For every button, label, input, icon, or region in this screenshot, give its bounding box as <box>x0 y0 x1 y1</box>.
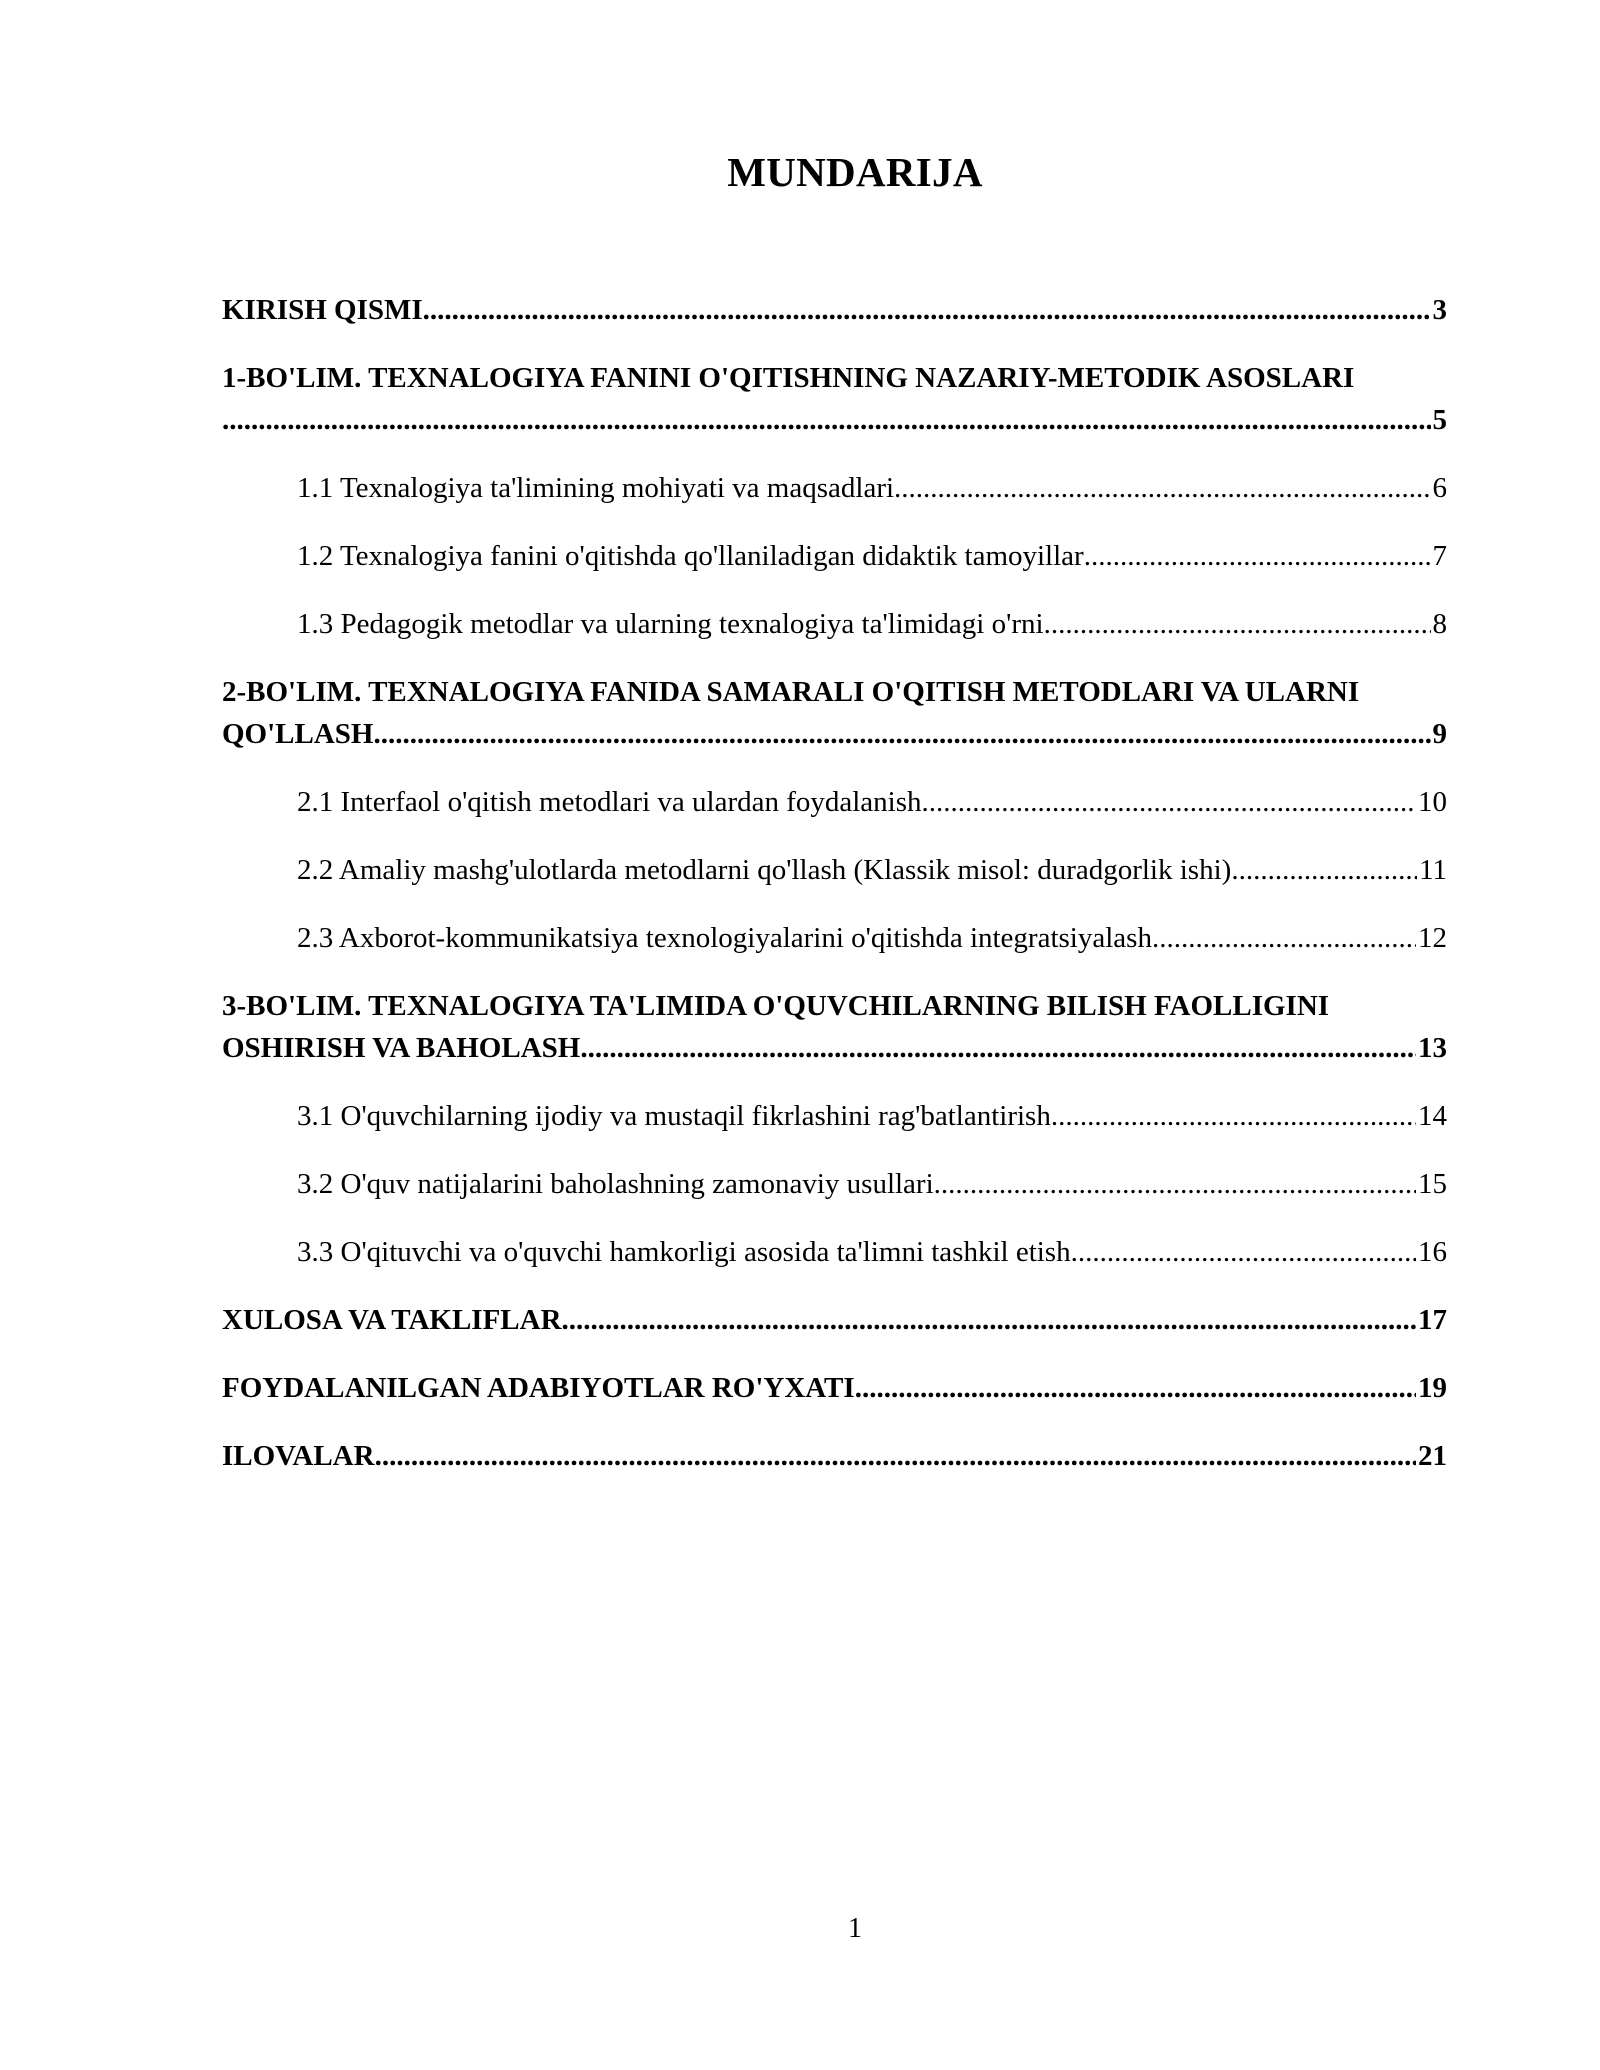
toc-entry-text: 2.3 Axborot-kommunikatsiya texnologiyalarini o'qitishda integratsiyalash <box>297 922 1152 954</box>
toc-entry-page: 10 <box>1418 786 1447 818</box>
dot-leader <box>423 289 1431 331</box>
dot-leader <box>1071 1231 1416 1273</box>
toc-entry-page: 6 <box>1432 472 1447 504</box>
toc-entry-page: 17 <box>1418 1304 1447 1336</box>
dot-leader <box>1231 849 1417 891</box>
toc-entry-text-line1: 3-BO'LIM. TEXNALOGIYA TA'LIMIDA O'QUVCHILARNING BILISH FAOLLIGINI <box>222 990 1330 1022</box>
dot-leader <box>375 1435 1416 1477</box>
toc-entry-page: 3 <box>1432 294 1447 326</box>
page-number: 1 <box>848 1913 862 1944</box>
toc-entry-page: 7 <box>1432 540 1447 572</box>
toc-entry-text: FOYDALANILGAN ADABIYOTLAR RO'YXATI <box>222 1372 855 1404</box>
table-of-contents <box>222 289 1447 1503</box>
dot-leader <box>934 1163 1416 1205</box>
dot-leader <box>894 467 1430 509</box>
toc-entry-text: 1.2 Texnalogiya fanini o'qitishda qo'llaniladigan didaktik tamoyillar <box>297 540 1084 572</box>
toc-entry-text: XULOSA VA TAKLIFLAR <box>222 1304 562 1336</box>
toc-entry-text: 3.3 O'qituvchi va o'quvchi hamkorligi asosida ta'limni tashkil etish <box>297 1236 1071 1268</box>
toc-entry-text: 1.3 Pedagogik metodlar va ularning texnalogiya ta'limidagi o'rni <box>297 608 1044 640</box>
toc-entry-page: 16 <box>1418 1236 1447 1268</box>
toc-entry-chapter-2[interactable] <box>222 671 1447 755</box>
toc-entry-page: 9 <box>1432 718 1447 750</box>
toc-entry-section-3-3[interactable] <box>222 1231 1447 1273</box>
toc-entry-kirish[interactable] <box>222 289 1447 331</box>
toc-entry-text-line1: 1-BO'LIM. TEXNALOGIYA FANINI O'QITISHNING NAZARIY-METODIK ASOSLARI <box>222 362 1355 394</box>
toc-entry-xulosa[interactable] <box>222 1299 1447 1341</box>
dot-leader <box>562 1299 1416 1341</box>
toc-entry-text: 3.2 O'quv natijalarini baholashning zamonaviy usullari <box>297 1168 934 1200</box>
toc-entry-text: 2.2 Amaliy mashg'ulotlarda metodlarni qo'llash (Klassik misol: duradgorlik ishi) <box>297 854 1232 886</box>
toc-entry-section-1-3[interactable] <box>222 603 1447 645</box>
toc-entry-section-2-1[interactable] <box>222 781 1447 823</box>
toc-entry-text: 3.1 O'quvchilarning ijodiy va mustaqil fikrlashini rag'batlantirish <box>297 1100 1051 1132</box>
toc-entry-page: 5 <box>1432 404 1447 436</box>
toc-entry-page: 21 <box>1418 1440 1447 1472</box>
toc-entry-section-3-2[interactable] <box>222 1163 1447 1205</box>
toc-entry-section-2-2[interactable] <box>222 849 1447 891</box>
toc-entry-text: QO'LLASH <box>222 718 374 750</box>
page-title: MUNDARIJA <box>727 149 983 195</box>
dot-leader <box>222 399 1431 441</box>
toc-entry-page: 13 <box>1418 1032 1447 1064</box>
dot-leader <box>922 781 1416 823</box>
toc-entry-page: 14 <box>1418 1100 1447 1132</box>
dot-leader <box>374 713 1431 755</box>
toc-entry-section-1-2[interactable] <box>222 535 1447 577</box>
dot-leader <box>855 1367 1416 1409</box>
dot-leader <box>1152 917 1416 959</box>
toc-entry-section-2-3[interactable] <box>222 917 1447 959</box>
toc-entry-text: KIRISH QISMI <box>222 294 423 326</box>
toc-entry-text: 1.1 Texnalogiya ta'limining mohiyati va maqsadlari <box>297 472 895 504</box>
toc-entry-page: 11 <box>1419 854 1447 886</box>
dot-leader <box>1051 1095 1416 1137</box>
toc-entry-ilovalar[interactable] <box>222 1435 1447 1477</box>
toc-entry-page: 8 <box>1432 608 1447 640</box>
dot-leader <box>1044 603 1431 645</box>
toc-entry-text-line1: 2-BO'LIM. TEXNALOGIYA FANIDA SAMARALI O'QITISH METODLARI VA ULARNI <box>222 676 1360 708</box>
toc-entry-chapter-1[interactable] <box>222 357 1447 441</box>
toc-entry-page: 19 <box>1418 1372 1447 1404</box>
toc-entry-text: ILOVALAR <box>222 1440 375 1472</box>
toc-entry-page: 12 <box>1418 922 1447 954</box>
toc-entry-text: OSHIRISH VA BAHOLASH <box>222 1032 581 1064</box>
toc-entry-chapter-3[interactable] <box>222 985 1447 1069</box>
dot-leader <box>1084 535 1431 577</box>
toc-entry-section-1-1[interactable] <box>222 467 1447 509</box>
dot-leader <box>580 1027 1416 1069</box>
toc-entry-section-3-1[interactable] <box>222 1095 1447 1137</box>
toc-entry-page: 15 <box>1418 1168 1447 1200</box>
toc-entry-adabiyotlar[interactable] <box>222 1367 1447 1409</box>
toc-entry-text: 2.1 Interfaol o'qitish metodlari va ulardan foydalanish <box>297 786 922 818</box>
